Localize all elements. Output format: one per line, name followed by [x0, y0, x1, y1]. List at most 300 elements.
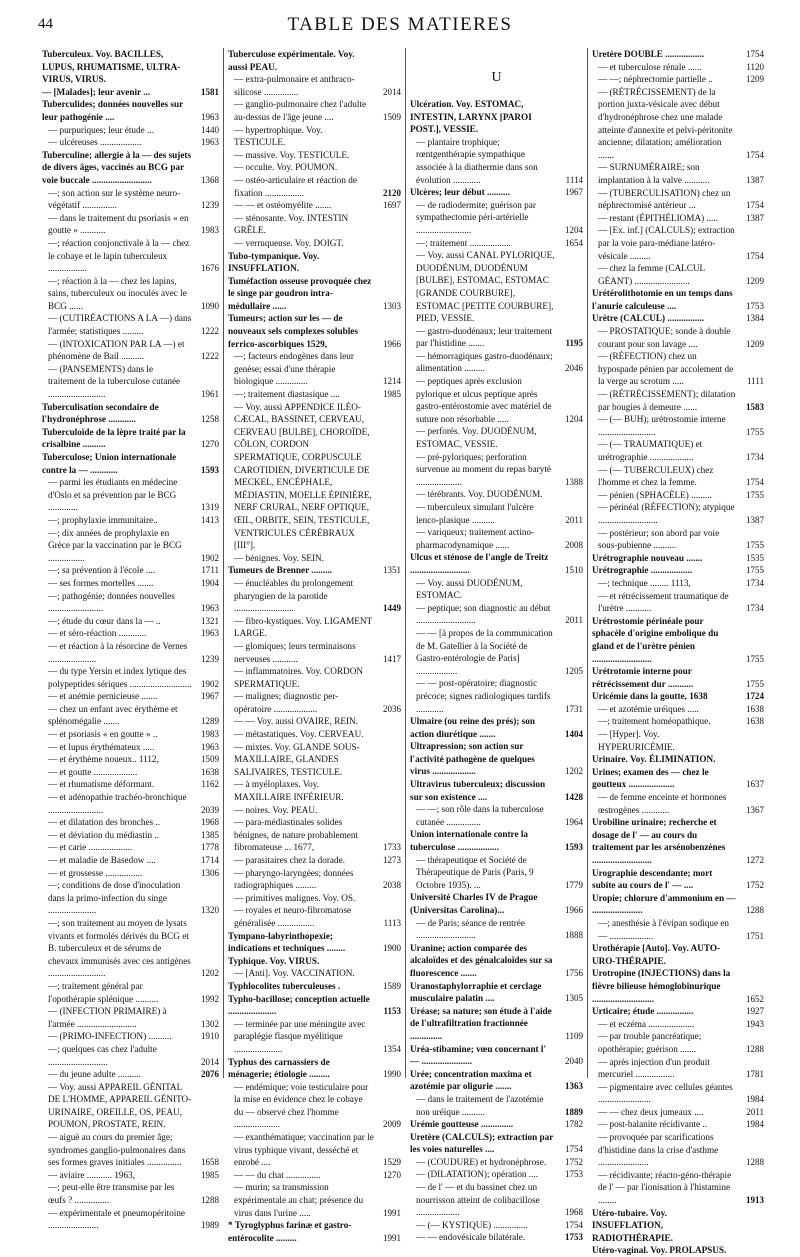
entry-text: — pharyngo-laryngées; données radiographiques ......... — [234, 867, 354, 891]
entry-text: — provoquée par scarifications d'histidine dans la crise d'asthme ...................... — [598, 1132, 719, 1168]
entry-text: — et rhumatisme déformant. — [48, 779, 155, 790]
entry-text: — restant (ÉPITHÉLIOMA) ..... — [598, 212, 718, 223]
entry-text: —; conditions de dose d'inoculation dans la primo-infection du singe ..................... — [48, 880, 181, 916]
index-entry — [228, 401, 401, 552]
entry-text: — énucléables du prolongement pharyngien de la parotide .......................... — [234, 577, 354, 614]
index-entry — [592, 413, 764, 438]
index-entry — [592, 224, 764, 262]
entry-text: — dans le traitement du psoriasis « en goutte » ........... — [48, 212, 189, 236]
index-entry — [592, 1118, 764, 1131]
entry-text: — (PANSEMENTS) dans le traitement de la tuberculose cutanée ......................... — [48, 363, 181, 400]
entry-text: — thérapeutique et Société de Thérapeutique de Paris (Paris, 9 Octobre 1935). ... — [416, 854, 534, 890]
entry-text: — malignes; diagnostic per-opératoire ................... — [234, 691, 339, 714]
index-entry — [228, 237, 401, 250]
entry-text: Tympano-labyrinthopexie; indications et techniques ........ — [228, 930, 346, 954]
index-entry — [410, 98, 583, 136]
index-entry — [592, 552, 764, 565]
entry-page-number: 1288 — [746, 1043, 764, 1054]
index-entry — [42, 476, 219, 514]
entry-page-number: 1910 — [201, 1031, 219, 1042]
entry-text: — occulte. Voy. POUMON. — [234, 162, 338, 173]
entry-text: — endémique; voie testiculaire pour la mise en évidence chez le cobaye du — observé chez l'homme .................... — [234, 1081, 369, 1130]
index-entry — [592, 564, 764, 577]
entry-text: — (RÉTRÉCISSEMENT); dilatation par bougies à demeure ...... — [598, 389, 736, 412]
index-entry — [410, 854, 583, 892]
entry-page-number: 1753 — [565, 1169, 583, 1180]
entry-text: * Tyroglyphus farinæ et gastro-entérocolite ......... — [228, 1220, 352, 1243]
index-entry — [228, 728, 401, 741]
index-entry — [410, 602, 583, 627]
index-entry — [228, 1169, 401, 1182]
entry-page-number: 1202 — [565, 766, 583, 777]
entry-text: Urétrographie .................. — [592, 565, 693, 576]
entry-page-number: 1963 — [201, 628, 219, 639]
entry-text: — PROSTATIQUE; sonde à double courant pour son lavage .... — [598, 326, 731, 349]
index-entry — [592, 892, 764, 917]
index-entry — [42, 451, 219, 476]
entry-page-number: 1781 — [746, 1069, 764, 1080]
entry-page-number: 1239 — [201, 200, 219, 211]
entry-text: — [Hyper]. Voy. HYPERURICÉMIE. — [598, 729, 675, 752]
entry-text: Urobiline urinaire; recherche et dosage de l' — au cours du traitement par les arsénobenzènes .......................... — [592, 817, 726, 865]
entry-text: — —; néphrectomie partielle .. — [598, 74, 713, 85]
entry-page-number: 1387 — [746, 212, 764, 223]
index-entry — [42, 514, 219, 527]
index-entry — [228, 149, 401, 162]
entry-text: —; peut-elle être transmise par les œufs ? ............... — [48, 1182, 175, 1206]
page-number: 44 — [38, 16, 53, 32]
index-entry — [42, 867, 219, 880]
entry-page-number: 1289 — [201, 716, 219, 727]
entry-text: Urétrostomie périnéale pour sphacèle d'origine embolique du gland et de l'urètre pénien .......................... — [592, 615, 719, 664]
index-entry — [42, 778, 219, 791]
entry-page-number: 1288 — [746, 1157, 764, 1168]
entry-text: — et azotémie uréiques ..... — [598, 703, 699, 714]
index-entry — [42, 766, 219, 779]
index-entry — [228, 312, 401, 350]
entry-page-number: 1676 — [201, 263, 219, 274]
entry-page-number: 1724 — [746, 691, 764, 702]
entry-text: — Voy. aussi APPAREIL GÉNITAL DE L'HOMME, APPAREIL GÉNITO-URINAIRE, OREILLE, OS, PEAU, POUMON, PROSTATE, REIN. — [48, 1081, 192, 1130]
index-entry — [592, 438, 764, 463]
index-entry — [410, 526, 583, 551]
entry-text: — perforés. Voy. DUODÉNUM, ESTOMAC, VESSIE. — [416, 426, 537, 450]
entry-page-number: 1984 — [746, 1094, 764, 1105]
index-entry — [592, 388, 764, 413]
entry-text: — chez la femme (CALCUL GÉANT) ........................ — [598, 263, 705, 286]
index-entry — [228, 967, 401, 980]
entry-page-number: 1658 — [201, 1157, 219, 1168]
index-entry — [592, 48, 764, 61]
entry-page-number: 1529 — [383, 1157, 401, 1168]
entry-page-number: 1288 — [746, 905, 764, 916]
index-entry — [228, 892, 401, 905]
entry-page-number: 1258 — [201, 414, 219, 425]
entry-text: — Voy. aussi CANAL PYLORIQUE, DUODÉNUM, DUODÉNUM [BULBE], ESTOMAC, ESTOMAC [GRANDE COURBURE], ESTOMAC [PETITE COURBURE], PIED, VESSIE. — [416, 250, 555, 324]
entry-text: Tuberculeux. Voy. BACILLES, LUPUS, RHUMATISME, ULTRA-VIRUS, VIRUS. — [42, 49, 181, 85]
entry-page-number: 1583 — [746, 401, 764, 412]
index-entry — [228, 804, 401, 817]
entry-text: — glomiques; leurs terminaisons nerveuses ........... — [234, 640, 356, 664]
entry-text: — pénien (SPHACÈLE) ......... — [598, 489, 712, 500]
page-title: TABLE DES MATIERES — [287, 14, 513, 35]
entry-text: — post-balanite récidivante .. — [598, 1119, 707, 1130]
entry-page-number: 1581 — [201, 86, 219, 97]
index-entry — [42, 854, 219, 867]
entry-text: — (RÉTRÉCISSEMENT) de la portion juxta-vésicale avec début d'hydronéphrose chez une malade atteinte d'annexite et pelvi-péritonite ancienne; dilatation; amélioration ....... — [598, 86, 733, 160]
entry-text: — — [à propos de la communication de M. Gatellier à la Société de Gastro-entérologie de Paris] .................. — [416, 627, 553, 676]
entry-text: Uretère (CALCULS); extraction par les voies naturelles .... — [410, 1131, 554, 1155]
entry-text: Urémie goutteuse .............. — [410, 1119, 514, 1130]
index-entry — [410, 740, 583, 778]
entry-text: Urines; examen des — chez le goutteux .................... — [592, 766, 709, 790]
entry-text: Union internationale contre la tuberculose .................. — [410, 829, 528, 853]
entry-page-number: 1654 — [565, 237, 583, 248]
entry-page-number: 1428 — [565, 791, 583, 802]
entry-page-number: 1388 — [565, 476, 583, 487]
index-entry — [592, 161, 764, 186]
entry-page-number: 1779 — [565, 879, 583, 890]
entry-page-number: 1913 — [746, 1195, 764, 1206]
index-entry — [592, 1030, 764, 1055]
entry-text: — périnéal (RÉFECTION); atypique .......................... — [598, 502, 735, 525]
entry-text: Tumeurs; action sur les — de nouveaux sels complexes solubles ferrico-ascorbiques 1529, — [228, 313, 358, 349]
entry-text: — (INTOXICATION PAR LA —) et phénomène de Bail .......... — [48, 338, 185, 362]
index-entry — [228, 1081, 401, 1131]
index-entry — [592, 1106, 764, 1119]
entry-page-number: 1351 — [383, 565, 401, 576]
index-entry — [42, 665, 219, 690]
entry-page-number: 1711 — [201, 565, 219, 576]
index-entry — [592, 527, 764, 552]
entry-text: — dans le traitement de l'azotémie non uréique .......... — [416, 1093, 544, 1117]
entry-text: — primitives malignes. Voy. OS. — [234, 892, 356, 903]
index-entry — [410, 1093, 583, 1118]
entry-text: — royales et neuro-fibromatose généralisée ................ — [234, 905, 352, 928]
entry-page-number: 1966 — [383, 338, 401, 349]
entry-page-number: 1288 — [201, 1195, 219, 1206]
entry-page-number: 1306 — [201, 867, 219, 878]
entry-page-number: 1120 — [746, 61, 764, 72]
entry-page-number: 1509 — [383, 111, 401, 122]
index-entry — [42, 1005, 219, 1030]
entry-page-number: 1927 — [746, 1006, 764, 1017]
entry-text: — sténosante. Voy. INTESTIN GRÊLE. — [234, 212, 349, 236]
entry-page-number: 1904 — [201, 577, 219, 588]
section-letter-heading: U — [491, 70, 502, 85]
entry-text: — exanthématique; vaccination par le virus typhique vivant, desséché et enrobé .... — [234, 1132, 374, 1168]
index-entry — [410, 677, 583, 715]
index-entry — [592, 1131, 764, 1169]
entry-text: —; traitement .................. — [416, 237, 511, 248]
index-entry — [592, 967, 764, 1005]
entry-text: — —; son rôle dans la tuberculose cutanée ............... — [416, 804, 544, 827]
entry-page-number: 1902 — [201, 552, 219, 563]
entry-page-number: 1755 — [746, 426, 764, 437]
entry-page-number: 1900 — [383, 943, 401, 954]
entry-page-number: 1449 — [383, 603, 401, 614]
entry-page-number: 1756 — [565, 967, 583, 978]
entry-text: — — Voy. aussi OVAIRE, REIN. — [234, 716, 358, 727]
entry-page-number: 1638 — [746, 716, 764, 727]
index-entry — [42, 48, 219, 86]
index-entry — [228, 741, 401, 779]
entry-page-number: 1272 — [746, 855, 764, 865]
entry-page-number: 1754 — [746, 49, 764, 59]
entry-text: — et dilatation des bronches .. — [48, 817, 161, 828]
index-entry — [410, 577, 583, 602]
entry-page-number: 1902 — [201, 678, 219, 689]
entry-text: — [Anti]. Voy. VACCINATION. — [234, 968, 355, 979]
entry-page-number: 1778 — [201, 842, 219, 853]
entry-text: Typhus des carnassiers de ménagerie; étiologie ......... — [228, 1056, 330, 1080]
entry-page-number: 1734 — [746, 603, 764, 614]
index-entry — [592, 1081, 764, 1106]
entry-page-number: 1204 — [565, 413, 583, 424]
entry-page-number: 1413 — [201, 514, 219, 525]
entry-text: — postérieur; son abord par voie sous-pubienne .......... — [598, 527, 720, 551]
entry-page-number: 1387 — [746, 174, 764, 185]
index-entry — [228, 73, 401, 98]
entry-page-number: 1888 — [565, 930, 583, 941]
entry-text: — extra-pulmonaire et anthraco-silicose ............... — [234, 74, 355, 97]
entry-page-number: 1270 — [201, 439, 219, 450]
entry-text: — (— TRAUMATIQUE) et urétrographie ................... — [598, 439, 703, 462]
entry-text: — et maladie de Basedow .... — [48, 855, 156, 865]
entry-page-number: 1111 — [747, 376, 764, 387]
index-entry — [42, 703, 219, 728]
entry-page-number: 1387 — [746, 514, 764, 525]
entry-text: Urinaire. Voy. ÉLIMINATION. — [592, 754, 716, 765]
index-entry — [228, 854, 401, 867]
index-entry — [592, 1056, 764, 1081]
entry-page-number: 1752 — [746, 880, 764, 891]
entry-text: Utéro-vaginal. Voy. PROLAPSUS. — [592, 1245, 727, 1256]
entry-page-number: 1754 — [565, 1144, 583, 1155]
entry-text: — récidivante; réacto-géno-thérapie de l' — par l'ionisation à l'histamine ........ — [598, 1169, 732, 1206]
index-entry — [592, 61, 764, 74]
entry-text: Urothérapie [Auto]. Voy. AUTO-URO-THÉRAPIE. — [592, 943, 721, 966]
entry-text: —; prophylaxie immunitaire.. — [48, 514, 158, 525]
entry-page-number: 1222 — [201, 326, 219, 337]
index-entry — [410, 1156, 583, 1169]
entry-page-number: 2011 — [565, 615, 583, 626]
entry-text: —; anesthésie à l'évipan sodique en — ................... — [598, 917, 730, 941]
entry-page-number: 1734 — [746, 452, 764, 462]
index-entry — [42, 829, 219, 842]
index-entry — [228, 715, 401, 728]
index-entry — [592, 489, 764, 502]
entry-text: — ulcéreuses .................. — [48, 137, 142, 148]
index-entry — [42, 426, 219, 451]
entry-page-number: 1440 — [201, 124, 219, 135]
index-entry — [410, 325, 583, 350]
entry-text: — massive. Voy. TESTICULE. — [234, 149, 350, 160]
entry-page-number: 1985 — [383, 389, 401, 400]
index-entry — [592, 464, 764, 489]
index-entry — [592, 1169, 764, 1207]
entry-text: —; son action sur le système neuro-végétatif ............... — [48, 187, 181, 211]
index-entry — [228, 161, 401, 174]
entry-text: — du jeune adulte .......... — [48, 1069, 141, 1080]
entry-page-number: 1109 — [565, 1030, 583, 1041]
index-entry — [42, 577, 219, 590]
entry-text: — chez un enfant avec érythème et splénomégalie ....... — [48, 703, 178, 727]
entry-page-number: 1321 — [201, 615, 219, 626]
entry-page-number: 1782 — [565, 1119, 583, 1130]
entry-text: — (INFECTION PRIMAIRE) à l'armée .......................... — [48, 1006, 167, 1029]
entry-text: Utéro-tubaire. Voy. INSUFFLATION, RADIOTHÉRAPIE. — [592, 1207, 673, 1243]
entry-page-number: 1384 — [746, 313, 764, 324]
entry-page-number: 1754 — [746, 200, 764, 211]
entry-page-number: 1753 — [746, 300, 764, 311]
entry-page-number: 1964 — [565, 816, 583, 827]
entry-text: — (— KYSTIQUE) ............... — [416, 1219, 528, 1230]
entry-page-number: 1968 — [201, 817, 219, 828]
index-entry — [42, 980, 219, 1005]
index-entry — [42, 363, 219, 401]
index-entry — [592, 615, 764, 665]
index-entry — [592, 73, 764, 86]
index-entry — [42, 136, 219, 149]
entry-page-number: 1754 — [565, 1219, 583, 1230]
entry-text: — tuberculeux simulant l'ulcère lenco-plasique .......... — [416, 502, 534, 525]
index-entry — [592, 86, 764, 162]
index-entry — [592, 816, 764, 866]
index-entry — [228, 48, 401, 73]
entry-text: — Voy. aussi DUODÉNUM, ESTOMAC. — [416, 577, 523, 601]
entry-text: — du type Yersin et index lytique des polypeptides sériques ........................... — [48, 666, 192, 689]
entry-text: — (DILATATION); opération .... — [416, 1169, 538, 1180]
index-entry — [42, 627, 219, 640]
entry-page-number: 1113 — [383, 917, 401, 928]
entry-text: —; traitement général par l'opothérapie splénique .......... — [48, 980, 159, 1004]
entry-text: — et goutte ................... — [48, 766, 138, 777]
entry-page-number: 1205 — [565, 665, 583, 676]
entry-text: Urée; concentration maxima et azotémie par oligurie ....... — [410, 1068, 532, 1092]
index-entry — [410, 1231, 583, 1244]
entry-page-number: 1992 — [201, 993, 219, 1004]
entry-page-number: 1593 — [565, 842, 583, 853]
index-entry — [592, 703, 764, 716]
index-entry — [592, 1207, 764, 1245]
entry-text: Uropie; chlorure d'ammonium en — ...................... — [592, 892, 736, 916]
index-column-4 — [587, 48, 768, 1256]
entry-page-number: 1755 — [746, 489, 764, 500]
entry-text: — — et ostéomyélite ....... — [234, 200, 332, 211]
index-entry — [410, 891, 583, 916]
entry-text: —; traitement diastasique .... — [234, 389, 340, 400]
entry-page-number: 1195 — [565, 338, 583, 349]
index-entry — [410, 1005, 583, 1043]
entry-text: — peptiques après exclusion pylorique et ulcus peptique après gastro-entérostomie avec matériel de suture non résorbable ..... — [416, 376, 552, 424]
entry-page-number: 1385 — [201, 829, 219, 840]
entry-page-number: 1404 — [565, 728, 583, 739]
entry-text: — (— TUBERCULEUX) chez l'homme et chez la femme. — [598, 464, 714, 488]
entry-text: Urticaire; étude ................ — [592, 1006, 694, 1017]
index-entry — [228, 867, 401, 892]
entry-page-number: 1961 — [201, 389, 219, 400]
index-entry — [228, 904, 401, 929]
index-entry — [410, 1168, 583, 1181]
entry-text: —; réaction à la — chez les lapins, sains, tuberculeux ou inoculés avec le BCG ...... — [48, 275, 187, 311]
entry-page-number: 1222 — [201, 351, 219, 362]
entry-text: —; facteurs endogènes dans leur genèse; essai d'une thérapie biologique .............. — [234, 351, 354, 387]
index-entry — [228, 993, 401, 1018]
entry-page-number: 1983 — [201, 225, 219, 236]
index-entry — [592, 1018, 764, 1031]
entry-text: — pigmentaire avec cellules géantes ....................... — [598, 1081, 733, 1105]
entry-text: — et déviation du médiastin .. — [48, 829, 159, 840]
entry-page-number: 1368 — [201, 174, 219, 185]
index-entry — [228, 212, 401, 237]
index-entry — [42, 1207, 219, 1232]
entry-text: — par trouble pancréatique; opothérapie; guérison ....... — [598, 1031, 702, 1054]
entry-page-number: 2011 — [746, 1106, 764, 1117]
index-entry — [42, 86, 219, 99]
entry-text: — terminée par une méningite avec paraplégie flasque myélitique ..................... — [234, 1018, 366, 1054]
entry-text: — [Ex. inf.] (CALCULS); extraction par la voie para-médiane latéro-vésicale ......... — [598, 225, 735, 261]
index-entry — [228, 1181, 401, 1219]
entry-text: Uréa-stibamine; vœu concernant l' — ...................... — [410, 1043, 547, 1067]
entry-page-number: 1417 — [383, 653, 401, 664]
index-entry — [592, 212, 764, 225]
entry-page-number: 1754 — [746, 250, 764, 261]
entry-page-number: 1714 — [201, 855, 219, 865]
entry-text: — de Paris; séance de rentrée .......................... — [416, 917, 525, 941]
entry-page-number: 1889 — [565, 1106, 583, 1117]
index-entry — [228, 577, 401, 615]
entry-text: Urètre (CALCUL) ................ — [592, 313, 705, 324]
entry-text: — plantaire trophique; rœntgenthérapie sympathique associée à la diathermie dans son évolution ............ — [416, 136, 538, 185]
entry-text: Typho-bacillose; conception actuelle ..................... — [228, 993, 370, 1017]
entry-page-number: 1991 — [383, 1232, 401, 1243]
index-entry — [42, 124, 219, 137]
entry-page-number: 1209 — [746, 338, 764, 349]
entry-text: — noires. Voy. PEAU. — [234, 804, 318, 815]
entry-page-number: 1967 — [565, 187, 583, 198]
entry-page-number: 1734 — [746, 577, 764, 588]
entry-text: — et érythème noueux.. 1112, — [48, 754, 159, 765]
entry-page-number: 1209 — [746, 74, 764, 85]
entry-text: —; dix années de prophylaxie en Grèce par la vaccination par le BCG ................ — [48, 527, 182, 563]
index-entry — [410, 375, 583, 425]
index-entry — [42, 401, 219, 426]
entry-text: — et adénopathie trachéo-bronchique ........................ — [48, 792, 187, 815]
entry-page-number: 2120 — [383, 187, 401, 198]
entry-text: Urographie descendante; mort subite au cours de l' — .... — [592, 867, 713, 891]
index-entry — [592, 690, 764, 703]
entry-text: —; pathogénie; données nouvelles ........................ — [48, 590, 175, 614]
index-entry — [592, 917, 764, 942]
index-entry — [410, 350, 583, 375]
entry-text: Urétrographie nouveau ....... — [592, 552, 703, 563]
index-entry — [592, 287, 764, 312]
entry-text: Urétérolithotomie en un temps dans l'anurie calculeuse .... — [592, 288, 733, 311]
index-entry — [228, 199, 401, 212]
entry-text: — — chez deux jumeaux .... — [598, 1106, 704, 1117]
entry-text: — ostéo-articulaire et réaction de fixation ................. — [234, 174, 357, 198]
entry-text: — et eczéma .................... — [598, 1018, 695, 1029]
entry-page-number: 2038 — [383, 880, 401, 891]
entry-page-number: 1319 — [201, 502, 219, 513]
entry-page-number: 1985 — [201, 1169, 219, 1180]
index-entry — [228, 98, 401, 123]
index-entry — [42, 1068, 219, 1081]
index-entry — [42, 841, 219, 854]
entry-page-number: 1733 — [383, 842, 401, 853]
entry-page-number: 1731 — [565, 703, 583, 714]
